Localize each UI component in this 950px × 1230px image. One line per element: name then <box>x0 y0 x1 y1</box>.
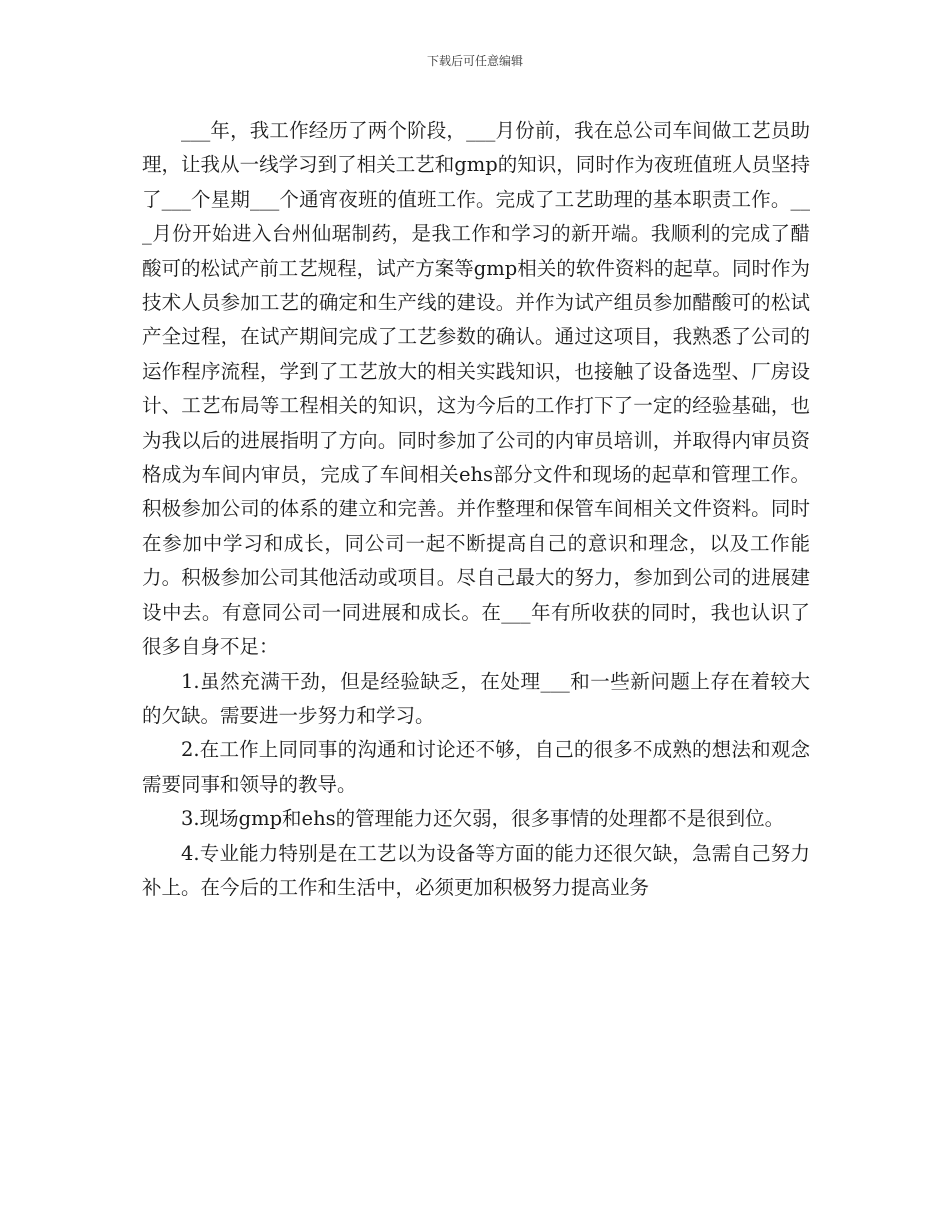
paragraph-item-2: 2.在工作上同同事的沟通和讨论还不够，自己的很多不成熟的想法和观念需要同事和领导的教导。 <box>142 738 810 796</box>
paragraph-item-4: 4.专业能力特别是在工艺以为设备等方面的能力还很欠缺，急需自己努力补上。在今后的工作和生活中，必须更加积极努力提高业务 <box>142 841 810 899</box>
page-header: 下载后可任意编辑 <box>426 54 523 68</box>
paragraph-item-1: 1.虽然充满干劲，但是经验缺乏，在处理___和一些新问题上存在着较大的欠缺。需要进一步努力和学习。 <box>142 669 810 727</box>
document-body <box>142 114 810 905</box>
paragraph-summary: ___年，我工作经历了两个阶段，___月份前，我在总公司车间做工艺员助理，让我从一线学习到了相关工艺和gmp的知识，同时作为夜班值班人员坚持了___个星期___个通宵夜班的值班工作。完成了工艺助理的基本职责工作。___月份开始进入台州仙琚制药，是我工作和学习的新开端。我顺利的完成了醋酸可的松试产前工艺规程，试产方案等gmp相关的软件资料的起草。同时作为技术人员参加工艺的确定和生产线的建设。并作为试产组员参加醋酸可的松试产全过程，在试产期间完成了工艺参数的确认。通过这项目，我熟悉了公司的运作程序流程，学到了工艺放大的相关实践知识，也接触了设备选型、厂房设计、工艺布局等工程相关的知识，这为今后的工作打下了一定的经验基础，也为我以后的进展指明了方向。同时参加了公司的内审员培训，并取得内审员资格成为车间内审员，完成了车间相关ehs部分文件和现场的起草和管理工作。积极参加公司的体系的建立和完善。并作整理和保管车间相关文件资料。同时在参加中学习和成长，同公司一起不断提高自己的意识和理念，以及工作能力。积极参加公司其他活动或项目。尽自己最大的努力，参加到公司的进展建设中去。有意同公司一同进展和成长。在___年有所收获的同时，我也认识了很多自身不足： <box>142 119 810 659</box>
paragraph-item-3: 3.现场gmp和ehs的管理能力还欠弱，很多事情的处理都不是很到位。 <box>181 807 785 831</box>
